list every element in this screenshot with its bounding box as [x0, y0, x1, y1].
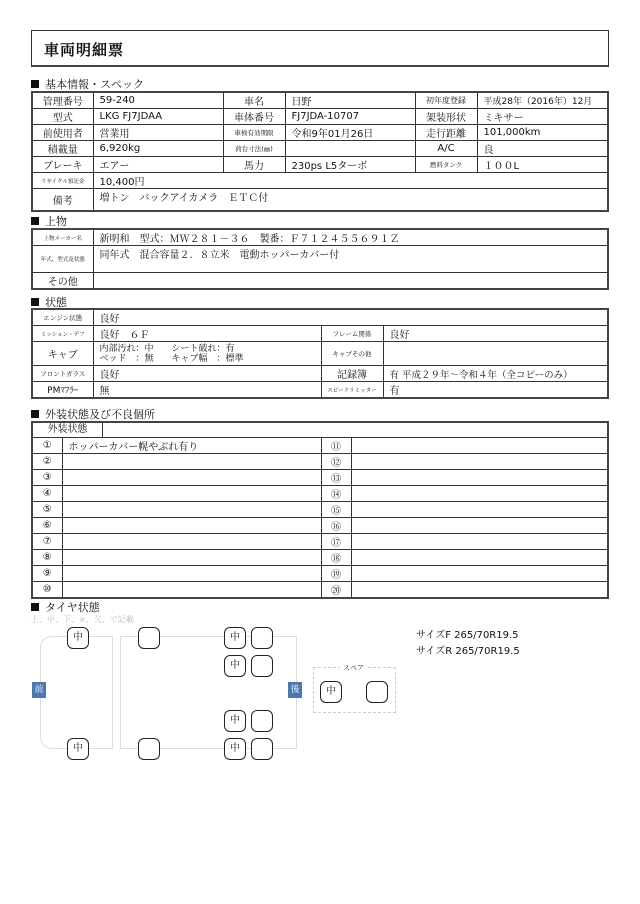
table-row — [32, 92, 608, 109]
table-row — [32, 366, 608, 382]
page-title: 車両明細票 — [44, 41, 125, 59]
tire-front-left[interactable]: 中 — [67, 627, 89, 649]
exterior-no: ⑥ — [32, 518, 62, 534]
table-row — [32, 566, 608, 582]
value-glass: 良好 — [93, 366, 321, 382]
tire-rear1-outer-left[interactable]: 中 — [224, 627, 246, 649]
value-record: 有 平成２９年～令和４年（全コピーのみ） — [383, 366, 608, 382]
square-bullet-icon — [31, 410, 39, 418]
table-row — [32, 309, 608, 326]
label-soukou: 走行距離 — [415, 125, 477, 141]
section-tires: タイヤ状態 — [31, 599, 100, 615]
exterior-text — [62, 550, 321, 566]
label-shatai: 車体番号 — [223, 109, 285, 125]
exterior-no: ⑨ — [32, 566, 62, 582]
exterior-text — [62, 582, 321, 599]
value-shamei: 日野 — [285, 92, 415, 109]
exterior-no: ⑤ — [32, 502, 62, 518]
exterior-no: ⑮ — [321, 502, 351, 518]
section-basic: 基本情報・スペック — [31, 76, 144, 92]
table-row — [32, 189, 608, 211]
table-row — [32, 342, 608, 366]
label-pm: PMﾏﾌﾗｰ — [32, 382, 93, 399]
label-kanri: 管理番号 — [32, 92, 93, 109]
value-zenshiyo: 営業用 — [93, 125, 223, 141]
tire-rear2-inner-right[interactable] — [251, 738, 273, 760]
tire-second-right[interactable] — [138, 738, 160, 760]
table-row — [32, 109, 608, 125]
value-brake: エアー — [93, 157, 223, 173]
exterior-header: 外装状態 — [33, 423, 103, 437]
exterior-text — [351, 518, 608, 534]
exterior-text — [62, 518, 321, 534]
table-row — [32, 125, 608, 141]
exterior-no: ⑪ — [321, 438, 351, 454]
label-nenryo: 燃料タンク — [415, 157, 477, 173]
exterior-text — [351, 454, 608, 470]
label-cab-other: キャブその他 — [321, 342, 383, 366]
tire-size-rear: サイズR 265/70R19.5 — [416, 646, 520, 657]
table-row — [32, 438, 608, 454]
table-row — [32, 157, 608, 173]
label-ac: A/C — [415, 141, 477, 157]
exterior-text — [351, 566, 608, 582]
value-bariki: 230ps L5ターボ — [285, 157, 415, 173]
value-other — [93, 273, 608, 290]
exterior-text — [351, 502, 608, 518]
value-kanri: 59-240 — [93, 92, 223, 109]
value-soukou: 101,000km — [477, 125, 608, 141]
value-limiter: 有 — [383, 382, 608, 399]
truck-bed-outline — [120, 636, 297, 749]
value-biko: 増トン バックアイカメラ ＥＴＣ付 — [93, 189, 608, 211]
exterior-no: ② — [32, 454, 62, 470]
exterior-no: ⑭ — [321, 486, 351, 502]
table-row — [32, 470, 608, 486]
value-frame: 良好 — [383, 326, 608, 342]
exterior-no: ⑦ — [32, 534, 62, 550]
value-katashiki: LKG FJ7JDAA — [93, 109, 223, 125]
exterior-no: ④ — [32, 486, 62, 502]
label-glass: フロントガラス — [32, 366, 93, 382]
label-frame: フレーム関係 — [321, 326, 383, 342]
tire-second-left[interactable] — [138, 627, 160, 649]
label-sekisai: 積載量 — [32, 141, 93, 157]
label-mission: ミッション・デフ — [32, 326, 93, 342]
rear-marker: 後 — [288, 682, 302, 698]
exterior-no: ⑬ — [321, 470, 351, 486]
title-box — [31, 30, 609, 67]
exterior-no: ① — [32, 438, 62, 454]
table-row — [32, 246, 608, 273]
label-nidai: 荷台寸法(㎜) — [223, 141, 285, 157]
exterior-no: ⑯ — [321, 518, 351, 534]
table-row — [32, 454, 608, 470]
exterior-text — [62, 454, 321, 470]
value-shatai: FJ7JDA-10707 — [285, 109, 415, 125]
exterior-text — [351, 550, 608, 566]
spare-label: スペア — [340, 663, 367, 673]
label-brake: ブレーキ — [32, 157, 93, 173]
value-engine: 良好 — [93, 309, 608, 326]
square-bullet-icon — [31, 80, 39, 88]
exterior-no: ⑫ — [321, 454, 351, 470]
square-bullet-icon — [31, 298, 39, 306]
tire-rear2-inner-left[interactable] — [251, 655, 273, 677]
exterior-no: ⑩ — [32, 582, 62, 599]
exterior-no: ⑰ — [321, 534, 351, 550]
value-recycle: 10,400円 — [93, 173, 608, 189]
tire-spare-1[interactable]: 中 — [320, 681, 342, 703]
exterior-text — [351, 486, 608, 502]
label-recycle: リサイクル預託金 — [32, 173, 93, 189]
square-bullet-icon — [31, 217, 39, 225]
label-nenshiki: 年式、型式及状態 — [32, 246, 93, 273]
truck-cab-outline — [40, 636, 113, 749]
label-limiter: スピードリミッター — [321, 382, 383, 399]
table-row — [32, 582, 608, 599]
value-cab-line1: 内部汚れ：中 シート破れ：有 — [99, 343, 235, 354]
value-maker: 新明和 型式：ＭＷ２８１－３６ 製番：Ｆ７１２４５５６９１Ｚ — [93, 229, 608, 246]
table-row — [32, 173, 608, 189]
exterior-text — [62, 502, 321, 518]
value-cab-other — [383, 342, 608, 366]
value-shaken: 令和9年01月26日 — [285, 125, 415, 141]
exterior-text — [351, 470, 608, 486]
tire-rear1-outer-right[interactable]: 中 — [224, 710, 246, 732]
label-record: 記録簿 — [321, 366, 383, 382]
value-kasou: ミキサー — [477, 109, 608, 125]
label-shonendo: 初年度登録 — [415, 92, 477, 109]
value-pm: 無 — [93, 382, 321, 399]
tire-rear1-inner-left[interactable] — [251, 627, 273, 649]
exterior-text — [351, 438, 608, 454]
exterior-text — [62, 534, 321, 550]
value-nenryo: １００L — [477, 157, 608, 173]
table-row — [32, 502, 608, 518]
label-shamei: 車名 — [223, 92, 285, 109]
tire-hint: 上、中、下、×、欠、で記載 — [31, 615, 134, 624]
label-cab: キャブ — [32, 342, 93, 366]
section-exterior: 外装状態及び不良個所 — [31, 406, 155, 422]
value-sekisai: 6,920kg — [93, 141, 223, 157]
table-row — [32, 382, 608, 399]
label-engine: エンジン状態 — [32, 309, 93, 326]
exterior-no: ⑱ — [321, 550, 351, 566]
table-row — [32, 534, 608, 550]
value-shonendo: 平成28年（2016年）12月 — [477, 92, 608, 109]
label-bariki: 馬力 — [223, 157, 285, 173]
exterior-text: ホッパーカバー幌やぶれ有り — [62, 438, 321, 454]
table-row — [32, 273, 608, 290]
exterior-no: ③ — [32, 470, 62, 486]
label-biko: 備考 — [32, 189, 93, 211]
exterior-no: ⑧ — [32, 550, 62, 566]
label-zenshiyo: 前使用者 — [32, 125, 93, 141]
front-marker: 前 — [32, 682, 46, 698]
body-table — [31, 228, 609, 290]
basic-info-table — [31, 91, 609, 212]
exterior-text — [351, 534, 608, 550]
exterior-text — [62, 566, 321, 582]
table-row — [32, 550, 608, 566]
exterior-text — [62, 470, 321, 486]
tire-rear2-outer-right[interactable]: 中 — [224, 738, 246, 760]
exterior-no: ⑲ — [321, 566, 351, 582]
table-row — [32, 141, 608, 157]
label-maker: 上物メーカー名 — [32, 229, 93, 246]
value-mission: 良好 ６Ｆ — [93, 326, 321, 342]
exterior-table — [31, 421, 609, 599]
exterior-text — [351, 582, 608, 599]
table-row — [32, 422, 608, 438]
value-nenshiki: 同年式 混合容量２．８立米 電動ホッパーカバー付 — [93, 246, 608, 273]
tire-rear2-outer-left[interactable]: 中 — [224, 655, 246, 677]
table-row — [32, 518, 608, 534]
tire-front-right[interactable]: 中 — [67, 738, 89, 760]
exterior-no: ⑳ — [321, 582, 351, 599]
table-row — [32, 229, 608, 246]
tire-spare-2[interactable] — [366, 681, 388, 703]
exterior-text — [62, 486, 321, 502]
label-shaken: 車検有効期限 — [223, 125, 285, 141]
label-kasou: 架装形状 — [415, 109, 477, 125]
section-condition: 状態 — [31, 294, 67, 310]
tire-rear1-inner-right[interactable] — [251, 710, 273, 732]
label-other: その他 — [32, 273, 93, 290]
condition-table — [31, 308, 609, 399]
tire-size-front: サイズF 265/70R19.5 — [416, 630, 519, 641]
value-nidai — [285, 141, 415, 157]
value-cab-line2: ベッド ：無 キャブ幅 ：標準 — [99, 353, 244, 364]
section-body: 上物 — [31, 213, 67, 229]
label-katashiki: 型式 — [32, 109, 93, 125]
square-bullet-icon — [31, 603, 39, 611]
table-row — [32, 486, 608, 502]
table-row — [32, 326, 608, 342]
value-ac: 良 — [477, 141, 608, 157]
